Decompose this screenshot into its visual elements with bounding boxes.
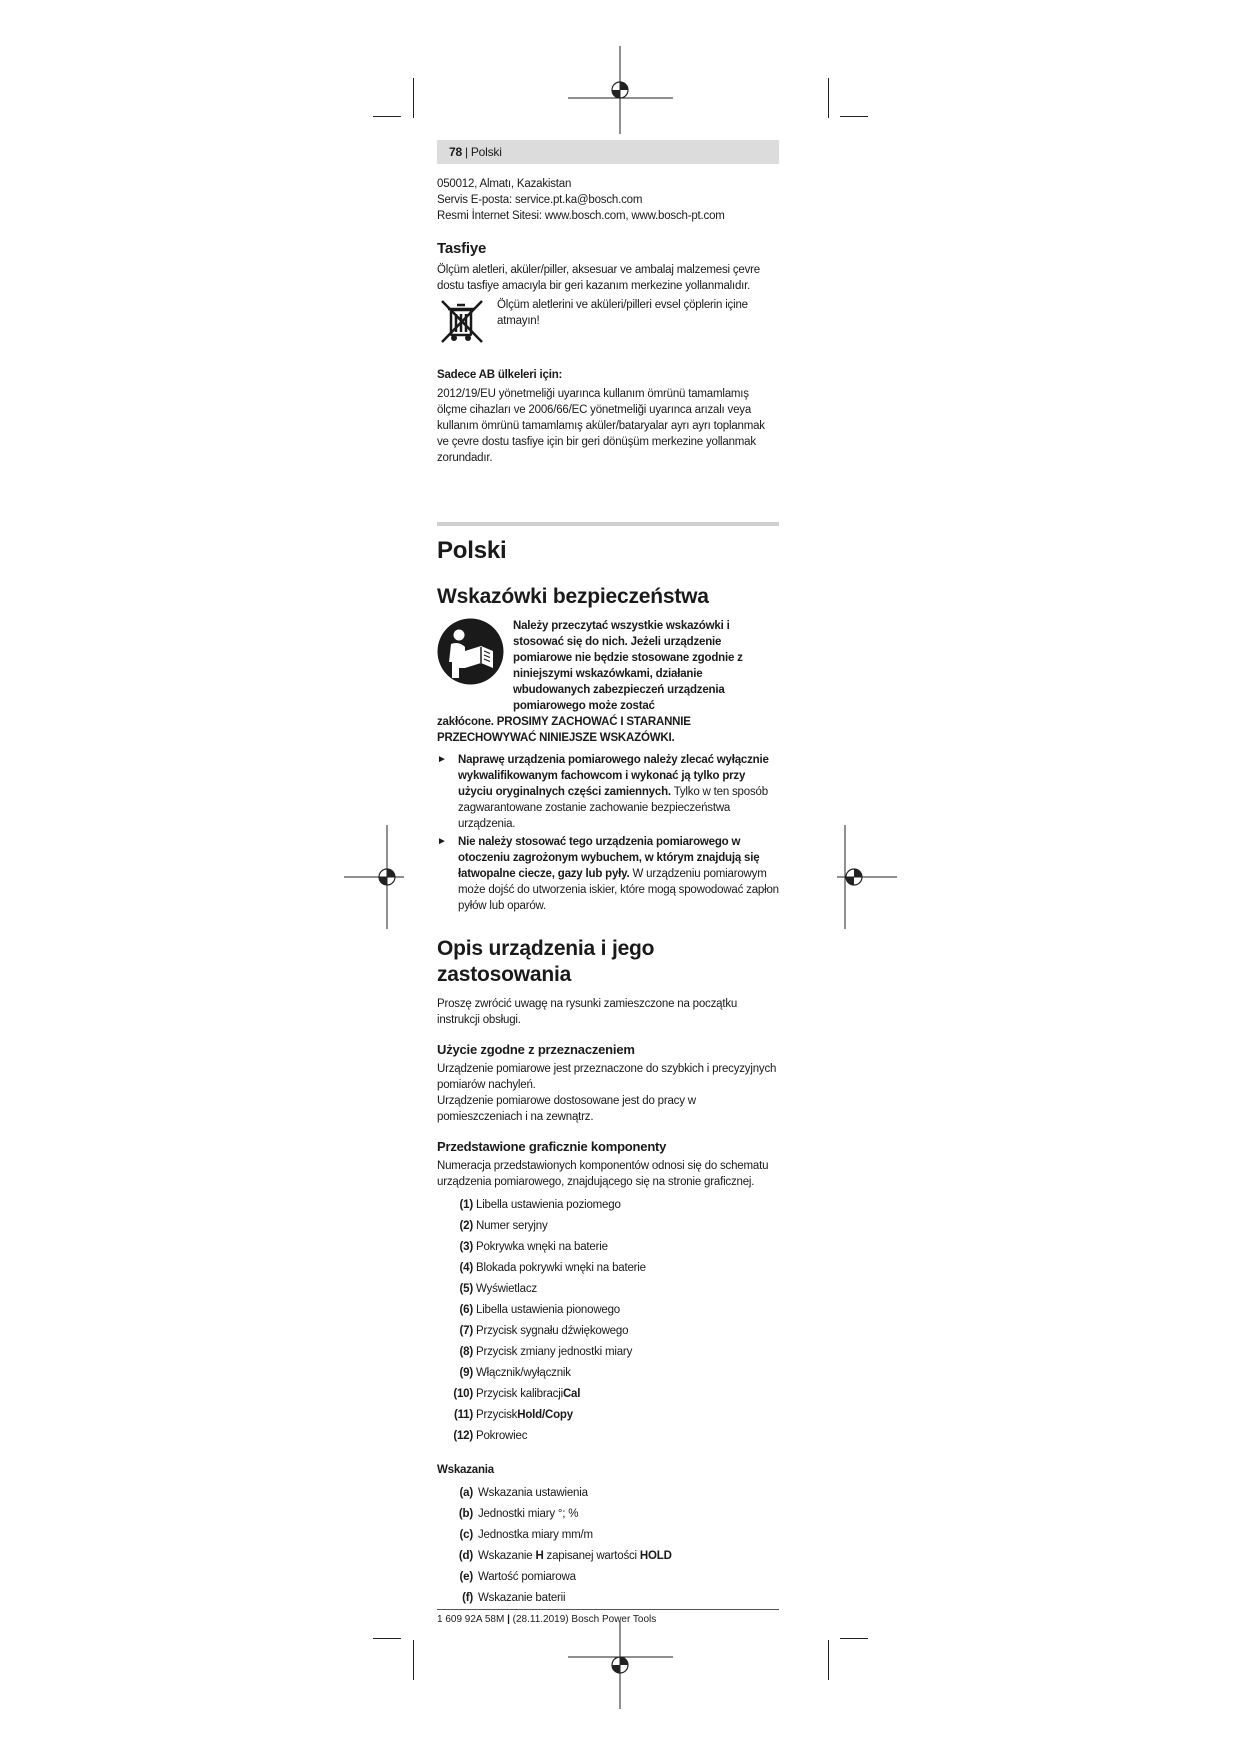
indicator-letter: (c) [459,1528,473,1541]
component-label: Numer seryjny [476,1219,548,1232]
indicator-label [478,1548,672,1564]
indicator-letter: (b) [458,1507,473,1520]
tasfiye-title: Tasfiye [437,240,487,257]
component-label: Blokada pokrywki wnęki na baterie [476,1261,646,1274]
component-label: Przycisk kalibracji [476,1387,563,1400]
component-label: Przycisk sygnału dźwiękowego [476,1324,629,1337]
registration-mark-icon [837,825,897,929]
component-number: (12) [453,1429,473,1442]
crop-mark [828,1640,829,1680]
crop-mark [828,78,829,118]
safety-bullets [437,752,779,914]
component-label: Przycisk zmiany jednostki miary [476,1345,633,1358]
intended-use-text: Urządzenie pomiarowe jest przeznaczone do szybkich i precyzyjnych pomiarów nachyleń. [437,1063,777,1091]
list-item [437,1425,779,1446]
indicator-label [478,1485,588,1501]
indicator-label [478,1527,593,1543]
intended-use-text: Urządzenie pomiarowe dostosowane jest do pracy w pomieszczeniach i na zewnątrz. [437,1095,696,1123]
registration-mark-icon [344,825,404,929]
disposal-row [437,296,779,351]
eu-title: Sadece AB ülkeleri için: [437,369,563,381]
contact-web: Resmi İnternet Sitesi: www.bosch.com, www.bosch-pt.com [437,210,725,222]
list-item [437,1257,779,1278]
indicator-label-part: Jednostka miary mm/m [478,1528,593,1541]
crossed-out-bin-icon [437,296,487,346]
components-list [437,1194,779,1446]
indicator-label [478,1569,576,1585]
list-item [437,1587,779,1608]
indicator-label-part: Jednostki miary °; % [478,1507,579,1520]
indicator-label-part: Wartość pomiarowa [478,1570,576,1583]
indicator-label-part: zapisanej wartości [543,1549,640,1562]
list-item [437,1341,779,1362]
list-item [437,1299,779,1320]
bullet-bold-text: Naprawę urządzenia pomiarowego należy zlecać wyłącznie wykwalifikowanym fachowcom i wykonać ją tylko przy użyciu oryginalnych części zamiennych. [458,754,769,798]
components-text: Numeracja przedstawionych komponentów odnosi się do schematu urządzenia pomiarowego, znajdującego się na stronie graficznej. [437,1160,769,1188]
header-separator: | [464,145,468,159]
indicator-letter: (f) [462,1591,473,1604]
indicator-label-bold: H [535,1549,544,1562]
component-number: (3) [459,1240,473,1253]
eu-text: 2012/19/EU yönetmeliği uyarınca kullanım ömrünü tamamlamış ölçme cihazları ve 2006/66/EC yönetmeliği uyarınca arızalı veya kullanım ömrünü tamamlamış aküler/bataryalar ayrı ayrı toplanmak ve çevre dostu tasfiye için bir geri dönüşüm merkezine yollanmak zorundadır. [437,388,765,464]
components-title: Przedstawione graficznie komponenty [437,1139,667,1154]
component-number: (2) [459,1219,473,1232]
list-item [437,1545,779,1566]
list-item [437,1524,779,1545]
footer-separator: | [507,1614,510,1625]
bullet-triangle-icon: ► [437,754,447,765]
list-item [437,1404,779,1425]
crop-mark [413,78,414,118]
crop-mark [373,1638,401,1639]
component-number: (6) [459,1303,473,1316]
component-number: (10) [453,1387,473,1400]
list-item [437,834,779,914]
component-label: Pokrowiec [476,1429,528,1442]
indicators-list [437,1482,779,1608]
section-divider [437,522,779,526]
bullet-bold-text: Nie należy stosować tego urządzenia pomiarowego w otoczeniu zagrożonym wybuchem, w którym znajdują się łatwopalne ciecze, gazy lub pyły. [458,836,760,880]
list-item [437,1278,779,1299]
page-header [437,140,779,164]
contact-address: 050012, Almatı, Kazakistan [437,178,572,190]
indicator-label-part: Wskazanie [478,1549,536,1562]
safety-title: Wskazówki bezpieczeństwa [437,585,709,608]
list-item [437,1482,779,1503]
page-footer [437,1609,779,1626]
list-item [437,1194,779,1215]
component-number: (11) [453,1408,473,1421]
list-item [437,1215,779,1236]
indicators-title: Wskazania [437,1464,495,1476]
component-number: (4) [459,1261,473,1274]
list-item [437,752,779,832]
component-label: Libella ustawienia poziomego [476,1198,621,1211]
indicator-letter: (e) [459,1570,473,1583]
list-item [437,1566,779,1587]
component-label: Włącznik/wyłącznik [476,1366,571,1379]
indicator-label-part: Wskazania ustawienia [478,1486,588,1499]
list-item [437,1503,779,1524]
registration-mark-icon [568,1621,673,1709]
page-number: 78 [449,145,462,159]
page-column [437,140,779,1608]
safety-lead-bottom: zakłócone. PROSIMY ZACHOWAĆ I STARANNIE PRZECHOWYWAĆ NINIEJSZE WSKAZÓWKI. [437,716,691,744]
registration-mark-icon [568,46,673,134]
indicator-label-part: Wskazanie baterii [478,1591,566,1604]
indicator-letter: (d) [458,1549,473,1562]
crop-mark [840,1638,868,1639]
component-number: (9) [459,1366,473,1379]
indicator-letter: (a) [459,1486,473,1499]
bullet-triangle-icon: ► [437,836,447,847]
component-label: Pokrywka wnęki na baterie [476,1240,608,1253]
disposal-icon-text: Ölçüm aletlerini ve aküleri/pilleri evsel çöplerin içine atmayın! [497,299,748,327]
crop-mark [840,116,868,117]
bullet-text: Tylko w ten sposób zagwarantowane zostanie zachowanie bezpieczeństwa urządzenia. [458,786,768,830]
component-number: (5) [459,1282,473,1295]
indicator-label-bold: HOLD [639,1549,672,1562]
list-item [437,1320,779,1341]
list-item [437,1236,779,1257]
footer-doc-number: 1 609 92A 58M [437,1614,505,1625]
safety-lead [437,618,779,746]
list-item [437,1362,779,1383]
bullet-text: W urządzeniu pomiarowym może dojść do utworzenia iskier, które mogą spowodować zapłon pyłów lub oparów. [458,868,779,912]
indicator-label [478,1506,578,1522]
component-number: (1) [459,1198,473,1211]
description-text: Proszę zwrócić uwagę na rysunki zamieszczone na początku instrukcji obsługi. [437,998,738,1026]
safety-lead-top: Należy przeczytać wszystkie wskazówki i stosować się do nich. Jeżeli urządzenie pomiarowe nie będzie stosowane zgodnie z niniejszymi wskazówkami, działanie wbudowanych zabezpieczeń urządzenia pomiarowego może zostać [513,620,743,712]
component-label: Przycisk [476,1408,518,1421]
section-title: Polski [437,537,507,564]
component-label: Libella ustawienia pionowego [476,1303,621,1316]
read-manual-icon [437,618,504,685]
component-label-bold: Hold/Copy [517,1408,573,1421]
tasfiye-text: Ölçüm aletleri, aküler/piller, aksesuar ve ambalaj malzemesi çevre dostu tasfiye amacıyla bir geri kazanım merkezine yollanmalıdır. [437,264,760,292]
crop-mark [413,1640,414,1680]
contact-email: Servis E-posta: service.pt.ka@bosch.com [437,194,643,206]
component-number: (7) [459,1324,473,1337]
list-item [437,1383,779,1404]
footer-brand: Bosch Power Tools [571,1614,657,1625]
component-number: (8) [459,1345,473,1358]
component-label-bold: Cal [562,1387,581,1400]
intended-use-title: Użycie zgodne z przeznaczeniem [437,1042,635,1057]
component-label: Wyświetlacz [476,1282,537,1295]
indicator-label [478,1590,565,1606]
description-title: Opis urządzenia i jego zastosowania [437,937,655,986]
header-language: Polski [470,145,502,159]
crop-mark [373,116,401,117]
footer-date: (28.11.2019) [512,1614,569,1625]
